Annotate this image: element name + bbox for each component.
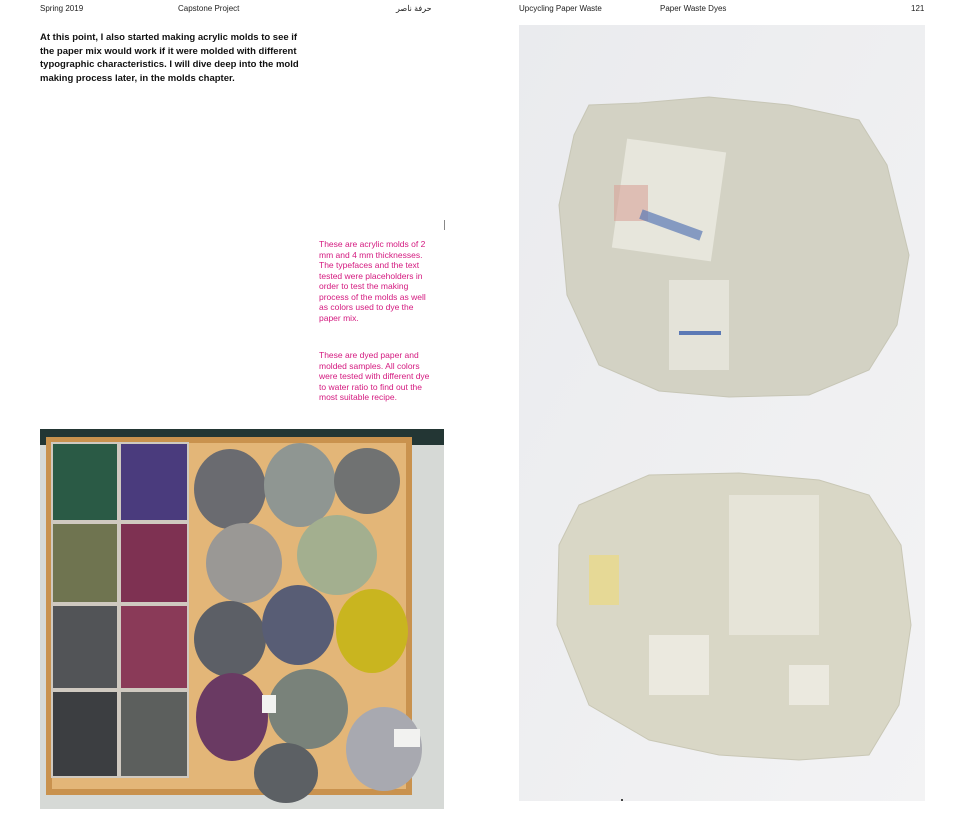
photo-dyed-samples <box>40 429 444 809</box>
body-paragraph: At this point, I also started making acrylic molds to see if the paper mix would work if it were molded with different typographic characteristics. I will dive deep into the mold making process later, in the molds chapter. <box>40 32 299 84</box>
scan-mark <box>621 799 623 801</box>
header-season: Spring 2019 <box>40 4 84 13</box>
header-section: Upcycling Paper Waste <box>519 4 602 13</box>
header-author-arabic: حرفة ناصر <box>396 4 432 13</box>
margin-tick <box>444 220 445 230</box>
tray-illustration <box>40 429 444 809</box>
header-project: Capstone Project <box>178 4 240 13</box>
paper-sheets-illustration <box>519 25 925 801</box>
photo-paper-sheets <box>519 25 925 801</box>
caption-acrylic-molds: These are acrylic molds of 2 mm and 4 mm thicknesses. The typefaces and the text tested were placeholders in order to test the making process of the molds as well as colors used to dye the paper mix. <box>319 239 426 323</box>
header-subsection: Paper Waste Dyes <box>660 4 727 13</box>
caption-dyed-samples: These are dyed paper and molded samples. All colors were tested with different dye to water ratio to find out the most suitable recipe. <box>319 350 430 402</box>
page-number: 121 <box>911 4 925 13</box>
